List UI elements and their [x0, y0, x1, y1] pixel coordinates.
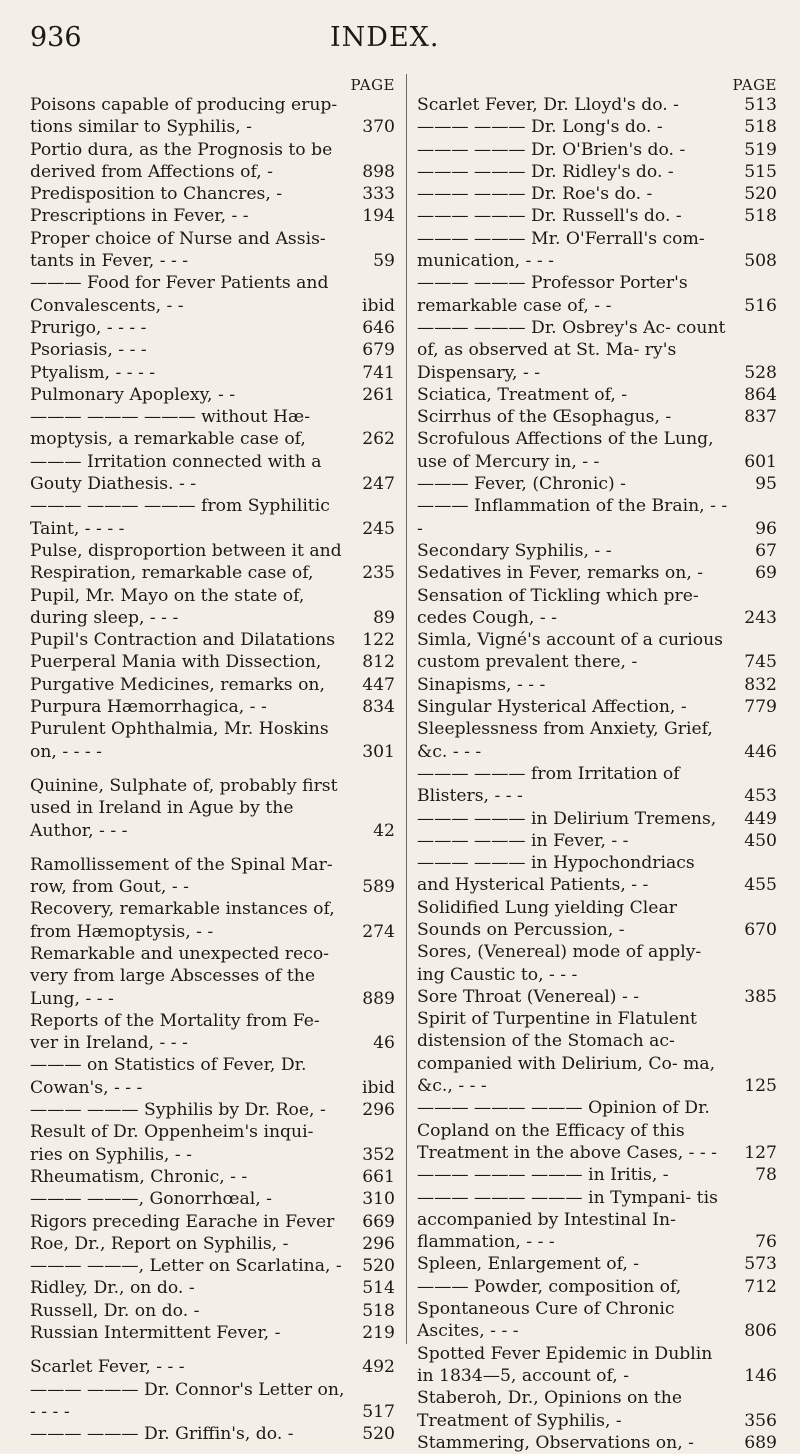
entry-text: ——— ——— Dr. Osbrey's Ac- count of, as observed at St. Ma- ry's Dispensary, - -	[417, 317, 726, 383]
entry-page-number: 519	[744, 139, 777, 160]
index-entry	[417, 183, 777, 205]
entry-page-number: 573	[744, 1254, 777, 1275]
entry-page-number: 274	[362, 921, 395, 942]
right-column	[417, 74, 777, 1454]
index-entry	[30, 1423, 395, 1445]
index-entry	[417, 1097, 777, 1164]
entry-text: ——— ——— from Irritation of Blisters, - - -	[417, 763, 680, 807]
entry-page-number: 385	[744, 986, 777, 1007]
entry-page-number: 515	[744, 161, 777, 182]
entry-page-number: ibid	[362, 295, 395, 316]
index-entry	[30, 495, 395, 540]
index-entry	[30, 1277, 395, 1299]
column-divider	[406, 74, 407, 1344]
entry-page-number: 517	[362, 1401, 395, 1422]
entry-text: Scrofulous Affections of the Lung, use of Mercury in, - -	[417, 429, 714, 472]
index-entry	[30, 1054, 395, 1099]
entry-text: ——— ——— Dr. Long's do. -	[417, 117, 663, 138]
entry-text: Ridley, Dr., on do. -	[30, 1278, 195, 1299]
entry-text: ——— ——— ——— from Syphilitic Taint, - - - -	[30, 496, 330, 539]
index-entry	[30, 651, 395, 673]
entry-text: Spontaneous Cure of Chronic Ascites, - - -	[417, 1299, 675, 1342]
index-entry	[417, 1164, 777, 1186]
index-entry	[417, 1253, 777, 1275]
entry-text: ——— Inflammation of the Brain, - - -	[417, 496, 728, 539]
entry-page-number: 89	[373, 607, 395, 628]
entry-page-number: 127	[744, 1142, 777, 1163]
entry-page-number: 712	[744, 1276, 777, 1297]
entry-page-number: 296	[362, 1100, 395, 1121]
index-entry	[417, 808, 777, 830]
index-entry	[30, 696, 395, 718]
entry-text: ——— Irritation connected with a Gouty Diathesis. - -	[30, 451, 322, 495]
entry-page-number: 96	[755, 518, 777, 539]
index-entry	[417, 161, 777, 183]
entry-page-number: 447	[362, 674, 395, 695]
index-entry	[417, 1276, 777, 1298]
entry-page-number: 310	[362, 1189, 395, 1210]
entry-text: ——— ——— Dr. Connor's Letter on, - - - -	[30, 1379, 345, 1422]
entry-text: ——— Food for Fever Patients and Convalescents, - -	[30, 273, 329, 316]
index-title: INDEX.	[330, 22, 440, 53]
entry-page-number: 520	[362, 1256, 395, 1277]
page-header	[30, 22, 770, 62]
entry-page-number: 42	[373, 820, 395, 841]
entry-page-number: 661	[362, 1166, 395, 1187]
section-gap	[30, 1344, 395, 1356]
entry-page-number: 46	[373, 1033, 395, 1054]
entry-text: ——— ——— ——— in Tympani- tis accompanied by Intestinal In- flammation, - - -	[417, 1187, 718, 1253]
entry-text: ——— ——— ——— without Hæ- moptysis, a remarkable case of,	[30, 407, 311, 450]
entry-text: Sedatives in Fever, remarks on, -	[417, 563, 704, 584]
entry-text: Poisons capable of producing erup- tions similar to Syphilis, -	[30, 95, 338, 138]
index-entry	[30, 1121, 395, 1166]
index-entry	[417, 139, 777, 161]
entry-text: Scarlet Fever, - - -	[30, 1357, 185, 1378]
entry-text: ——— ——— Syphilis by Dr. Roe, -	[30, 1100, 326, 1121]
entry-text: ——— ——— in Fever, - -	[417, 830, 629, 851]
entry-page-number: 67	[755, 540, 777, 561]
index-entry	[417, 1008, 777, 1097]
entry-page-number: 601	[744, 451, 777, 472]
entry-page-number: 898	[362, 161, 395, 182]
entry-page-number: 741	[362, 362, 395, 383]
entry-page-number: 261	[362, 384, 395, 405]
entry-text: Simla, Vigné's account of a curious custom prevalent there, -	[417, 630, 723, 673]
entry-page-number: 78	[755, 1165, 777, 1186]
index-entry	[30, 94, 395, 139]
entry-page-number: 834	[362, 697, 395, 718]
index-entry	[30, 1099, 395, 1121]
index-entry	[30, 629, 395, 651]
entry-page-number: 455	[744, 875, 777, 896]
entry-page-number: 247	[362, 474, 395, 495]
entry-text: Russell, Dr. on do. -	[30, 1300, 200, 1321]
index-entry	[30, 1379, 395, 1424]
index-entry	[30, 205, 395, 227]
entry-page-number: 812	[362, 652, 395, 673]
entry-text: Quinine, Sulphate of, probably first used in Ireland in Ague by the Author, - - -	[30, 775, 338, 841]
index-entry	[30, 775, 395, 842]
entry-text: Scirrhus of the Œsophagus, -	[417, 407, 672, 428]
entry-page-number: 59	[373, 251, 395, 272]
entry-page-number: 514	[362, 1278, 395, 1299]
index-entry	[30, 272, 395, 317]
index-entry	[30, 540, 395, 585]
index-entry	[30, 1300, 395, 1322]
entry-page-number: 889	[362, 988, 395, 1009]
index-entry	[30, 228, 395, 273]
entry-text: ——— ——— Dr. Ridley's do. -	[417, 161, 674, 182]
index-entry	[30, 339, 395, 361]
entry-text: Scarlet Fever, Dr. Lloyd's do. -	[417, 95, 679, 115]
index-entry	[30, 406, 395, 451]
entry-page-number: 352	[362, 1144, 395, 1165]
index-entry	[30, 1356, 395, 1378]
entry-page-number: 669	[362, 1211, 395, 1232]
entry-text: Solidified Lung yielding Clear Sounds on Percussion, -	[417, 897, 677, 940]
entry-text: ——— ——— in Delirium Tremens,	[417, 808, 717, 829]
entry-page-number: 516	[744, 295, 777, 316]
entry-page-number: 779	[744, 697, 777, 718]
entry-page-number: 296	[362, 1233, 395, 1254]
left-column	[30, 74, 395, 1446]
entry-text: Purgative Medicines, remarks on,	[30, 674, 325, 695]
index-entry	[417, 205, 777, 227]
entry-page-number: 301	[362, 741, 395, 762]
entry-text: Sore Throat (Venereal) - -	[417, 986, 640, 1007]
index-entry	[417, 763, 777, 808]
entry-text: Sleeplessness from Anxiety, Grief, &c. - - -	[417, 719, 713, 762]
entry-text: ——— ——— Professor Porter's remarkable case of, - -	[417, 273, 688, 316]
entry-text: Puerperal Mania with Dissection,	[30, 652, 322, 673]
entry-text: Russian Intermittent Fever, -	[30, 1323, 281, 1344]
entry-page-number: 679	[362, 340, 395, 361]
entry-page-number: 356	[744, 1410, 777, 1431]
entry-text: Pupil's Contraction and Dilatations	[30, 630, 336, 651]
entry-page-number: 95	[755, 474, 777, 495]
entry-text: Sensation of Tickling which pre- cedes Cough, - -	[417, 585, 699, 628]
entry-page-number: 518	[744, 117, 777, 138]
index-entry	[417, 428, 777, 473]
entry-page-number: 646	[362, 317, 395, 338]
entry-page-number: 76	[755, 1232, 777, 1253]
entry-page-number: 832	[744, 674, 777, 695]
entry-text: ——— ——— in Hypochondriacs and Hysterical Patients, - -	[417, 853, 695, 896]
index-entry	[417, 495, 777, 540]
entry-page-number: 492	[362, 1357, 395, 1378]
entry-text: Roe, Dr., Report on Syphilis, -	[30, 1233, 289, 1254]
index-entry	[30, 1255, 395, 1277]
index-entry	[30, 585, 395, 630]
index-entry	[417, 986, 777, 1008]
index-entry	[30, 1166, 395, 1188]
index-entry	[417, 941, 777, 986]
entry-page-number: 520	[362, 1424, 395, 1445]
entry-text: ——— ——— Dr. Russell's do. -	[417, 206, 682, 227]
index-entry	[417, 585, 777, 630]
entry-text: Spotted Fever Epidemic in Dublin in 1834—5, account of, -	[417, 1343, 713, 1386]
index-entry	[417, 540, 777, 562]
entry-page-number: 370	[362, 117, 395, 138]
entry-page-number: 449	[744, 808, 777, 829]
entry-page-number: 520	[744, 184, 777, 205]
entry-text: Ramollissement of the Spinal Mar- row, from Gout, - -	[30, 854, 333, 898]
entry-text: Pulmonary Apoplexy, - -	[30, 384, 236, 405]
index-entry	[417, 696, 777, 718]
index-entry	[30, 854, 395, 899]
index-entry	[30, 139, 395, 184]
entry-text: ——— on Statistics of Fever, Dr. Cowan's, - - -	[30, 1055, 307, 1098]
entry-page-number: 243	[744, 607, 777, 628]
index-entry	[417, 473, 777, 495]
entry-text: Recovery, remarkable instances of, from Hæmoptysis, - -	[30, 899, 335, 942]
entry-text: Rigors preceding Earache in Fever	[30, 1211, 335, 1232]
index-entry	[417, 629, 777, 674]
entry-page-number: 146	[744, 1365, 777, 1386]
index-entry	[417, 1387, 777, 1432]
entry-page-number: 518	[362, 1300, 395, 1321]
index-entry	[417, 718, 777, 763]
index-entry	[417, 1298, 777, 1343]
page-column-label: PAGE	[350, 76, 395, 94]
entry-text: ——— ——— ——— in Iritis, -	[417, 1165, 669, 1186]
page-number: 936	[30, 22, 82, 53]
entry-page-number: 508	[744, 251, 777, 272]
index-entry	[30, 898, 395, 943]
entry-page-number: 864	[744, 384, 777, 405]
entry-page-number: 453	[744, 786, 777, 807]
index-entry	[417, 317, 777, 384]
entry-text: ——— Fever, (Chronic) -	[417, 474, 626, 495]
index-entry	[30, 1010, 395, 1055]
entry-text: Ptyalism, - - - -	[30, 362, 156, 383]
entry-text: Prescriptions in Fever, - -	[30, 206, 249, 227]
index-entry	[30, 674, 395, 696]
page-column-label: PAGE	[732, 76, 777, 94]
entry-page-number: 125	[744, 1076, 777, 1097]
index-entry	[417, 674, 777, 696]
index-entry	[417, 272, 777, 317]
entry-text: Staberoh, Dr., Opinions on the Treatment of Syphilis, -	[417, 1388, 683, 1431]
entry-text: ——— ———, Gonorrhœal, -	[30, 1189, 272, 1210]
entry-text: Secondary Syphilis, - -	[417, 540, 612, 561]
index-entry	[417, 1187, 777, 1254]
entry-page-number: 262	[362, 429, 395, 450]
entry-page-number: 194	[362, 206, 395, 227]
entry-text: Purpura Hæmorrhagica, - -	[30, 697, 267, 718]
index-entry	[30, 384, 395, 406]
entry-text: Reports of the Mortality from Fe- ver in Ireland, - - -	[30, 1010, 320, 1054]
entry-page-number: 69	[755, 563, 777, 584]
entry-text: Stammering, Observations on, -	[417, 1432, 694, 1453]
index-entry	[30, 362, 395, 384]
index-entry	[30, 451, 395, 496]
entry-page-number: 235	[362, 563, 395, 584]
section-gap	[30, 763, 395, 775]
index-entry	[417, 94, 777, 116]
entry-text: Result of Dr. Oppenheim's inqui- ries on Syphilis, - -	[30, 1122, 314, 1165]
entry-text: Sores, (Venereal) mode of apply- ing Caustic to, - - -	[417, 942, 702, 985]
entry-text: ——— Powder, composition of,	[417, 1276, 682, 1297]
entry-text: ——— ——— Mr. O'Ferrall's com- munication, - - -	[417, 228, 705, 272]
right-entries	[417, 94, 777, 1454]
index-entry	[417, 897, 777, 942]
entry-text: Sinapisms, - - -	[417, 674, 546, 695]
entry-text: Pulse, disproportion between it and Respiration, remarkable case of,	[30, 540, 342, 584]
entry-text: Proper choice of Nurse and Assis- tants in Fever, - - -	[30, 228, 326, 272]
index-entry	[30, 943, 395, 1010]
entry-page-number: 689	[744, 1432, 777, 1453]
index-entry	[30, 1188, 395, 1210]
entry-text: ——— ——— Dr. O'Brien's do. -	[417, 139, 686, 160]
entry-text: Spleen, Enlargement of, -	[417, 1254, 640, 1275]
index-entry	[417, 1343, 777, 1388]
index-entry	[30, 183, 395, 205]
index-entry	[30, 317, 395, 339]
entry-page-number: 219	[362, 1323, 395, 1344]
index-entry	[417, 406, 777, 428]
entry-page-number: 518	[744, 206, 777, 227]
index-entry	[417, 852, 777, 897]
index-entry	[417, 1432, 777, 1454]
entry-text: Spirit of Turpentine in Flatulent distension of the Stomach ac- companied with Delirium, Co- ma, &c., - - -	[417, 1009, 716, 1097]
index-entry	[417, 116, 777, 138]
index-entry	[417, 384, 777, 406]
entry-text: ——— ——— Dr. Griffin's, do. -	[30, 1424, 294, 1445]
index-entry	[30, 1233, 395, 1255]
entry-text: Pupil, Mr. Mayo on the state of, during sleep, - - -	[30, 585, 305, 628]
entry-text: Prurigo, - - - -	[30, 317, 147, 338]
entry-text: Portio dura, as the Prognosis to be derived from Affections of, -	[30, 139, 333, 182]
entry-text: Singular Hysterical Affection, -	[417, 697, 687, 718]
index-entry	[417, 562, 777, 584]
entry-page-number: 589	[362, 877, 395, 898]
entry-page-number: ibid	[362, 1077, 395, 1098]
entry-text: Remarkable and unexpected reco- very from large Abscesses of the Lung, - - -	[30, 943, 329, 1009]
index-entry	[30, 1211, 395, 1233]
entry-text: Sciatica, Treatment of, -	[417, 384, 628, 405]
entry-page-number: 745	[744, 652, 777, 673]
entry-text: ——— ——— ——— Opinion of Dr. Copland on the Efficacy of this Treatment in the above Cases, - - -	[417, 1098, 717, 1163]
left-entries	[30, 94, 395, 1446]
entry-page-number: 806	[744, 1321, 777, 1342]
entry-text: Predisposition to Chancres, -	[30, 184, 283, 205]
entry-page-number: 245	[362, 518, 395, 539]
entry-text: Purulent Ophthalmia, Mr. Hoskins on, - - - -	[30, 719, 329, 762]
index-entry	[30, 1322, 395, 1344]
entry-page-number: 450	[744, 830, 777, 851]
entry-text: Psoriasis, - - -	[30, 340, 147, 361]
entry-page-number: 122	[362, 630, 395, 651]
entry-text: ——— ——— Dr. Roe's do. -	[417, 184, 653, 205]
entry-page-number: 333	[362, 184, 395, 205]
entry-page-number: 528	[744, 362, 777, 383]
entry-page-number: 670	[744, 919, 777, 940]
entry-page-number: 513	[744, 95, 777, 115]
entry-text: Rheumatism, Chronic, - -	[30, 1166, 248, 1187]
entry-page-number: 837	[744, 407, 777, 428]
index-entry	[417, 830, 777, 852]
index-entry	[417, 228, 777, 273]
index-entry	[30, 718, 395, 763]
entry-text: ——— ———, Letter on Scarlatina, -	[30, 1256, 342, 1277]
section-gap	[30, 842, 395, 854]
entry-page-number: 446	[744, 741, 777, 762]
